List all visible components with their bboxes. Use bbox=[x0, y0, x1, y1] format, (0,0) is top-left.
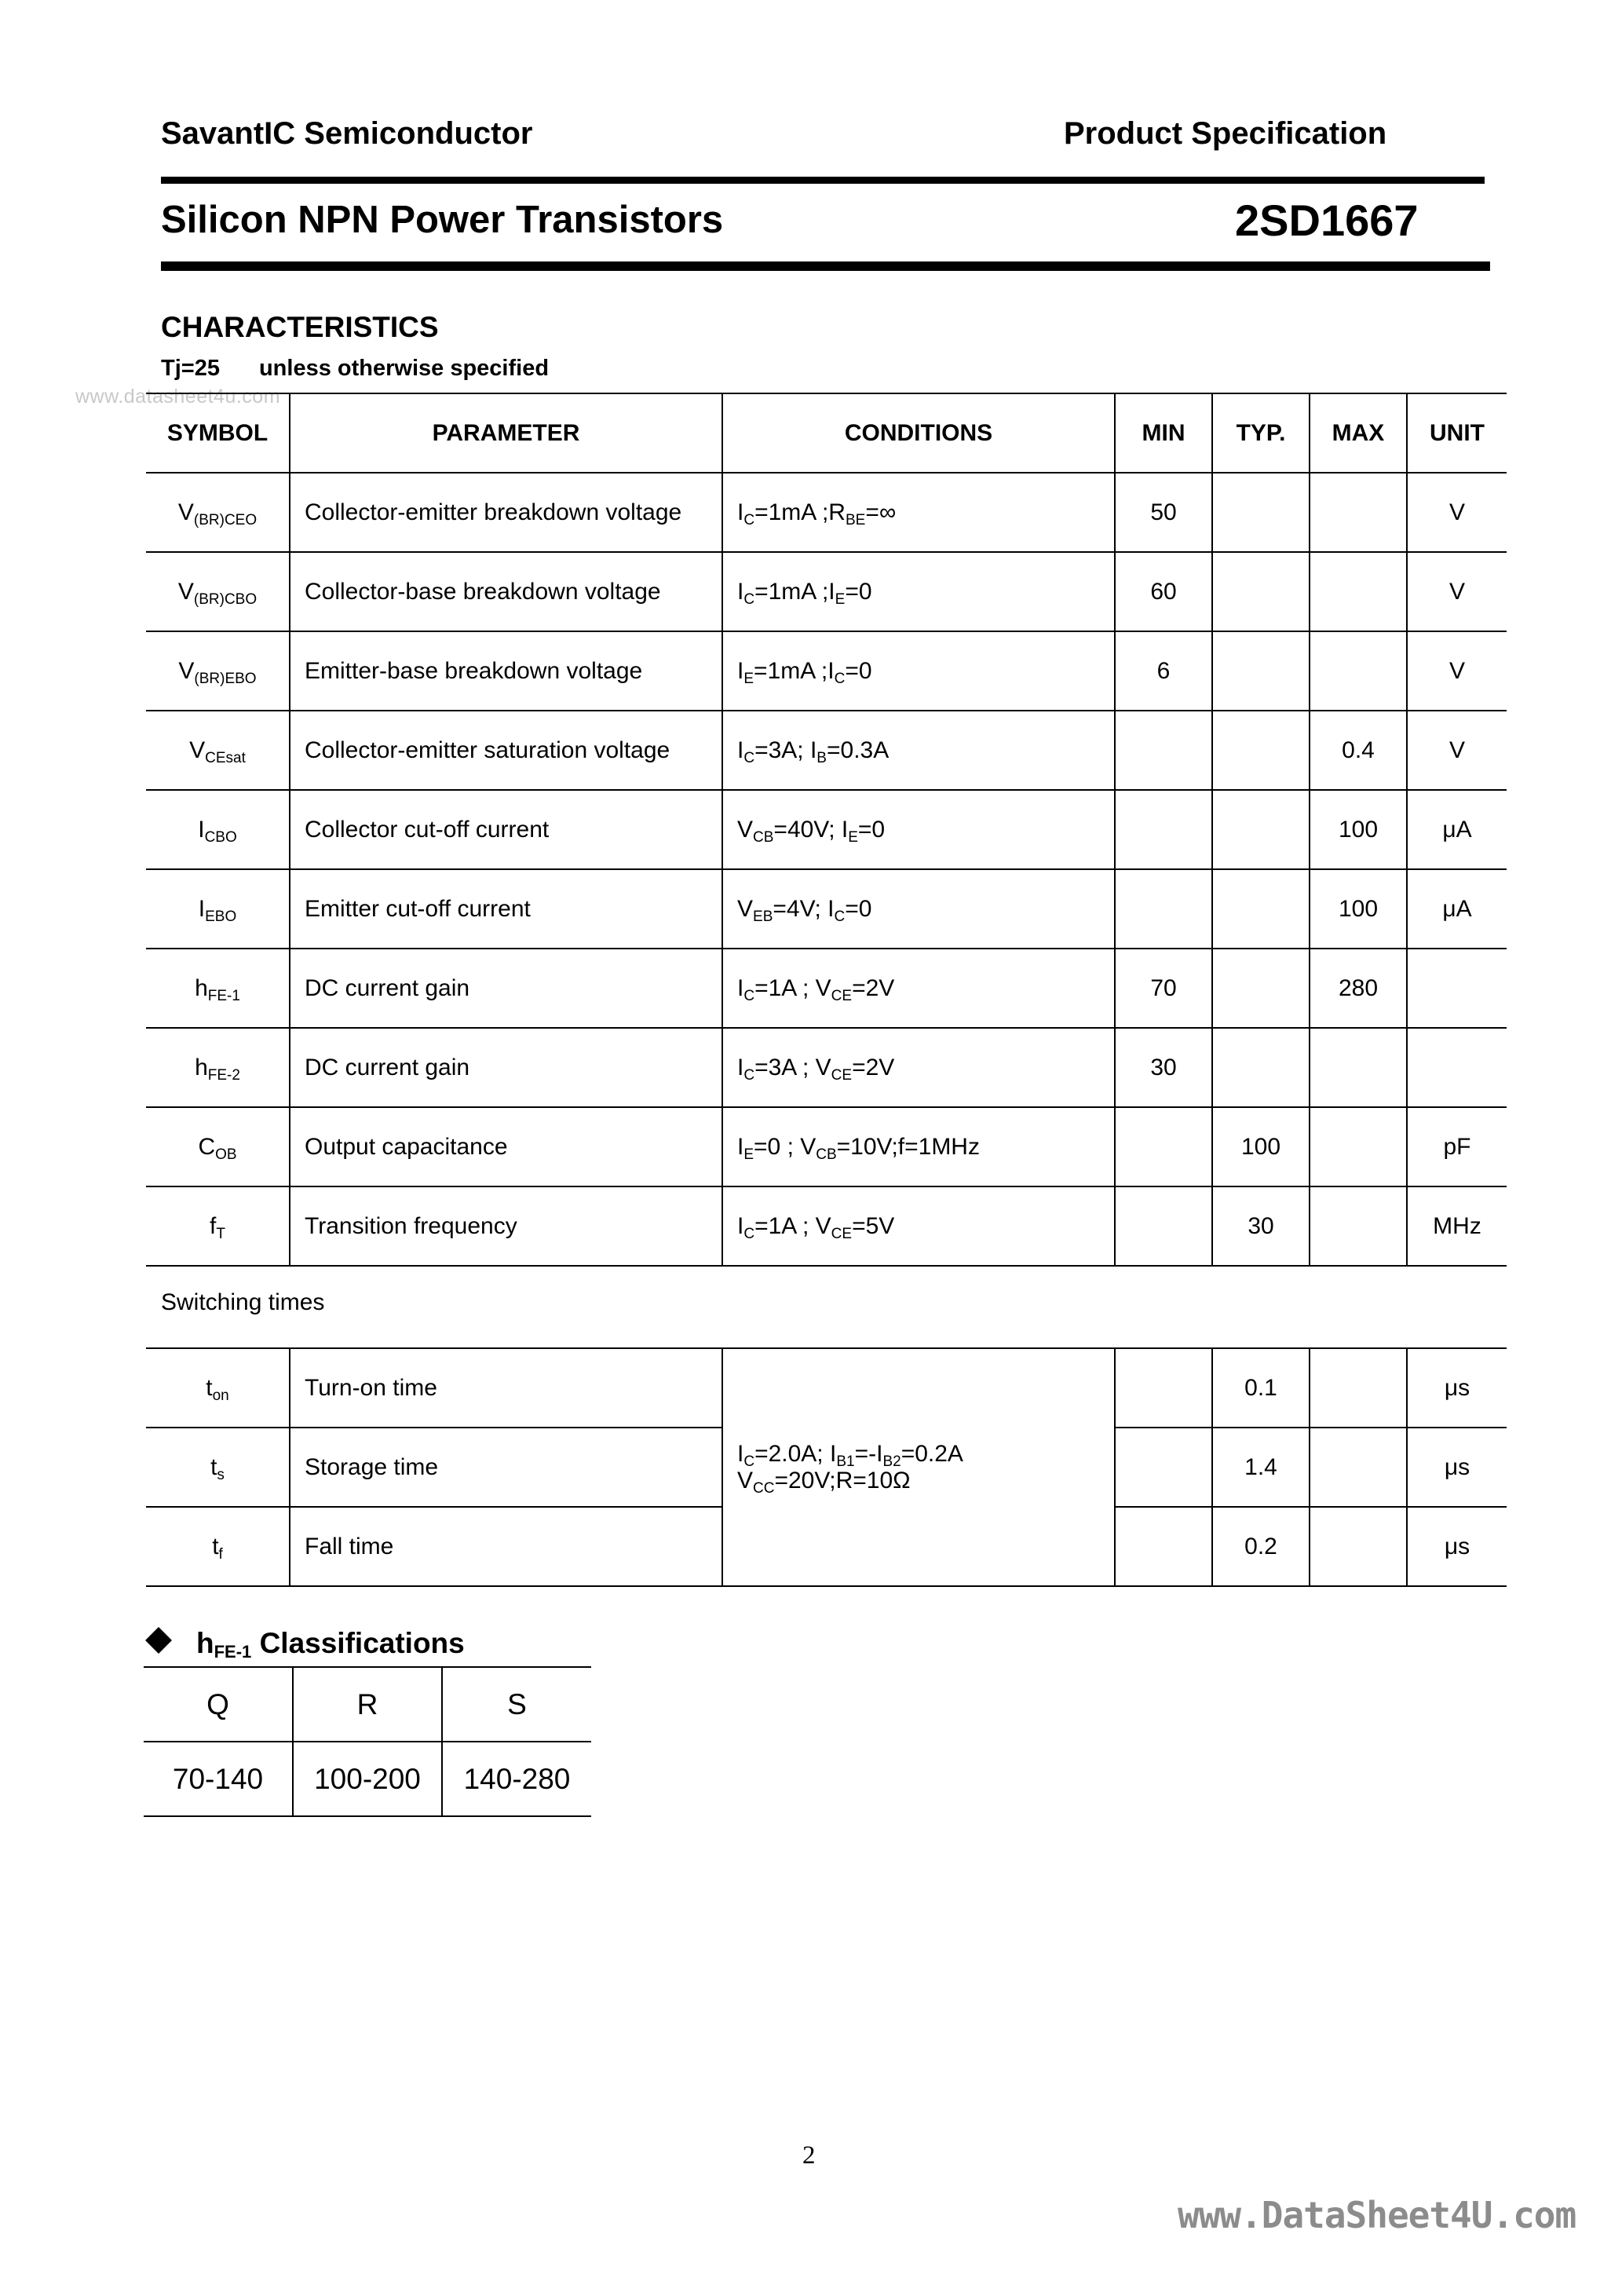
symbol-cell: $h_{FE-2}$ bbox=[146, 1028, 290, 1107]
classification-title: $h_{FE-1}$ Classifications bbox=[149, 1627, 465, 1660]
unit-cell: V bbox=[1407, 552, 1507, 631]
min-cell: 6 bbox=[1115, 631, 1212, 711]
unit-cell bbox=[1407, 949, 1507, 1028]
header-min: MIN bbox=[1115, 393, 1212, 473]
document-title: Silicon NPN Power Transistors bbox=[161, 199, 724, 241]
typ-cell bbox=[1212, 790, 1310, 869]
typ-cell bbox=[1212, 631, 1310, 711]
switching-condition-line-2: $V_{CC}=20V;R=10\Omega$ bbox=[737, 1467, 911, 1497]
min-cell: 60 bbox=[1115, 552, 1212, 631]
parameter-cell: Fall time bbox=[290, 1507, 722, 1586]
parameter-cell: Collector-emitter breakdown voltage bbox=[290, 473, 722, 552]
table-row bbox=[146, 1028, 1507, 1107]
max-cell bbox=[1310, 552, 1407, 631]
header-rule-top bbox=[161, 177, 1485, 184]
conditions-cell: $I_C=1mA$ $;I_E=0$ bbox=[722, 552, 1115, 631]
class-header-r: R bbox=[293, 1667, 442, 1742]
unit-cell: μs bbox=[1407, 1428, 1507, 1507]
min-cell bbox=[1115, 711, 1212, 790]
table-row bbox=[146, 1348, 1507, 1428]
table-row bbox=[146, 790, 1507, 869]
document-type: Product Specification bbox=[1064, 116, 1387, 151]
min-cell: 70 bbox=[1115, 949, 1212, 1028]
min-cell bbox=[1115, 1348, 1212, 1428]
unit-cell bbox=[1407, 1028, 1507, 1107]
switching-conditions-cell bbox=[722, 1348, 1115, 1586]
symbol-cell: $t_f$ bbox=[146, 1507, 290, 1586]
max-cell bbox=[1310, 1107, 1407, 1186]
typ-cell: 0.2 bbox=[1212, 1507, 1310, 1586]
header-max: MAX bbox=[1310, 393, 1407, 473]
max-cell: 100 bbox=[1310, 790, 1407, 869]
min-cell bbox=[1115, 869, 1212, 949]
diamond-bullet-icon bbox=[145, 1627, 172, 1654]
unit-cell: pF bbox=[1407, 1107, 1507, 1186]
conditions-cell: $I_C=1A$ ; $V_{CE}=2V$ bbox=[722, 949, 1115, 1028]
symbol-cell: $V_{CEsat}$ bbox=[146, 711, 290, 790]
condition-text: unless otherwise specified bbox=[258, 356, 550, 381]
conditions-cell: $I_C=3A$ ; $V_{CE}=2V$ bbox=[722, 1028, 1115, 1107]
max-cell bbox=[1310, 473, 1407, 552]
parameter-cell: Emitter-base breakdown voltage bbox=[290, 631, 722, 711]
parameter-cell: DC current gain bbox=[290, 1028, 722, 1107]
class-header-q: Q bbox=[144, 1667, 293, 1742]
min-cell: 30 bbox=[1115, 1028, 1212, 1107]
switching-table bbox=[146, 1347, 1507, 1587]
symbol-cell: $t_s$ bbox=[146, 1428, 290, 1507]
min-cell: 50 bbox=[1115, 473, 1212, 552]
page-number: 2 bbox=[802, 2141, 816, 2170]
header-unit: UNIT bbox=[1407, 393, 1507, 473]
unit-cell: μs bbox=[1407, 1507, 1507, 1586]
typ-cell bbox=[1212, 552, 1310, 631]
watermark-link[interactable]: www.datasheet4u.com bbox=[75, 386, 281, 408]
symbol-cell: $C_{OB}$ bbox=[146, 1107, 290, 1186]
typ-cell bbox=[1212, 1028, 1310, 1107]
table-row bbox=[146, 1186, 1507, 1266]
table-row bbox=[146, 1107, 1507, 1186]
max-cell bbox=[1310, 1348, 1407, 1428]
class-value-r: 100-200 bbox=[293, 1742, 442, 1816]
symbol-cell: $f_T$ bbox=[146, 1186, 290, 1266]
min-cell bbox=[1115, 1428, 1212, 1507]
condition-label: Tj=25 bbox=[161, 356, 220, 381]
min-cell bbox=[1115, 790, 1212, 869]
table-row bbox=[146, 631, 1507, 711]
switching-times-label: Switching times bbox=[161, 1289, 325, 1315]
conditions-cell: $V_{CB}=40V$; $I_E=0$ bbox=[722, 790, 1115, 869]
header-symbol: SYMBOL bbox=[146, 393, 290, 473]
parameter-cell: Collector-base breakdown voltage bbox=[290, 552, 722, 631]
symbol-cell: $V_{(BR)CEO}$ bbox=[146, 473, 290, 552]
table-row bbox=[146, 711, 1507, 790]
max-cell: 280 bbox=[1310, 949, 1407, 1028]
parameter-cell: Collector cut-off current bbox=[290, 790, 722, 869]
table-row bbox=[146, 869, 1507, 949]
max-cell bbox=[1310, 1028, 1407, 1107]
parameter-cell: Emitter cut-off current bbox=[290, 869, 722, 949]
conditions-cell: $I_E=0$ ; $V_{CB}=10V;f=1MHz$ bbox=[722, 1107, 1115, 1186]
min-cell bbox=[1115, 1107, 1212, 1186]
parameter-cell: Transition frequency bbox=[290, 1186, 722, 1266]
table-row bbox=[146, 473, 1507, 552]
unit-cell: V bbox=[1407, 631, 1507, 711]
conditions-cell: $I_C=1A$ ; $V_{CE}=5V$ bbox=[722, 1186, 1115, 1266]
typ-cell bbox=[1212, 869, 1310, 949]
typ-cell bbox=[1212, 711, 1310, 790]
header-typ: TYP. bbox=[1212, 393, 1310, 473]
header-parameter: PARAMETER bbox=[290, 393, 722, 473]
company-name: SavantIC Semiconductor bbox=[161, 116, 533, 151]
conditions-cell: $I_E=1mA$ $;I_C=0$ bbox=[722, 631, 1115, 711]
part-number: 2SD1667 bbox=[1235, 196, 1419, 245]
classification-table bbox=[144, 1666, 591, 1817]
symbol-cell: $V_{(BR)CBO}$ bbox=[146, 552, 290, 631]
parameter-cell: Turn-on time bbox=[290, 1348, 722, 1428]
unit-cell: MHz bbox=[1407, 1186, 1507, 1266]
max-cell bbox=[1310, 631, 1407, 711]
footer-watermark: www.DataSheet4U.com bbox=[1178, 2194, 1576, 2236]
typ-cell bbox=[1212, 473, 1310, 552]
symbol-cell: $h_{FE-1}$ bbox=[146, 949, 290, 1028]
max-cell: 0.4 bbox=[1310, 711, 1407, 790]
conditions-cell: $V_{EB}=4V$; $I_C=0$ bbox=[722, 869, 1115, 949]
max-cell bbox=[1310, 1507, 1407, 1586]
conditions-cell: $I_C=1mA$ $;R_{BE}=\infty$ bbox=[722, 473, 1115, 552]
table-row bbox=[146, 949, 1507, 1028]
min-cell bbox=[1115, 1507, 1212, 1586]
symbol-cell: $I_{EBO}$ bbox=[146, 869, 290, 949]
min-cell bbox=[1115, 1186, 1212, 1266]
table-row bbox=[146, 552, 1507, 631]
unit-cell: V bbox=[1407, 711, 1507, 790]
class-header-s: S bbox=[442, 1667, 591, 1742]
characteristics-table bbox=[146, 393, 1507, 1267]
unit-cell: V bbox=[1407, 473, 1507, 552]
test-condition bbox=[161, 356, 549, 382]
conditions-cell: $I_C=3A$; $I_B=0.3A$ bbox=[722, 711, 1115, 790]
header-conditions: CONDITIONS bbox=[722, 393, 1115, 473]
parameter-cell: Storage time bbox=[290, 1428, 722, 1507]
parameter-cell: Output capacitance bbox=[290, 1107, 722, 1186]
symbol-cell: $V_{(BR)EBO}$ bbox=[146, 631, 290, 711]
max-cell bbox=[1310, 1428, 1407, 1507]
header-rule-bottom bbox=[161, 261, 1490, 271]
parameter-cell: Collector-emitter saturation voltage bbox=[290, 711, 722, 790]
typ-cell: 30 bbox=[1212, 1186, 1310, 1266]
max-cell bbox=[1310, 1186, 1407, 1266]
unit-cell: μA bbox=[1407, 869, 1507, 949]
symbol-cell: $t_{on}$ bbox=[146, 1348, 290, 1428]
symbol-cell: $I_{CBO}$ bbox=[146, 790, 290, 869]
parameter-cell: DC current gain bbox=[290, 949, 722, 1028]
typ-cell: 100 bbox=[1212, 1107, 1310, 1186]
switching-condition-line-1: $I_C=2.0A$; $I_{B1}=-I_{B2}=0.2A$ bbox=[737, 1440, 963, 1470]
section-title: CHARACTERISTICS bbox=[161, 311, 439, 343]
typ-cell: 0.1 bbox=[1212, 1348, 1310, 1428]
unit-cell: μA bbox=[1407, 790, 1507, 869]
typ-cell bbox=[1212, 949, 1310, 1028]
typ-cell: 1.4 bbox=[1212, 1428, 1310, 1507]
unit-cell: μs bbox=[1407, 1348, 1507, 1428]
max-cell: 100 bbox=[1310, 869, 1407, 949]
class-value-s: 140-280 bbox=[442, 1742, 591, 1816]
class-value-q: 70-140 bbox=[144, 1742, 293, 1816]
